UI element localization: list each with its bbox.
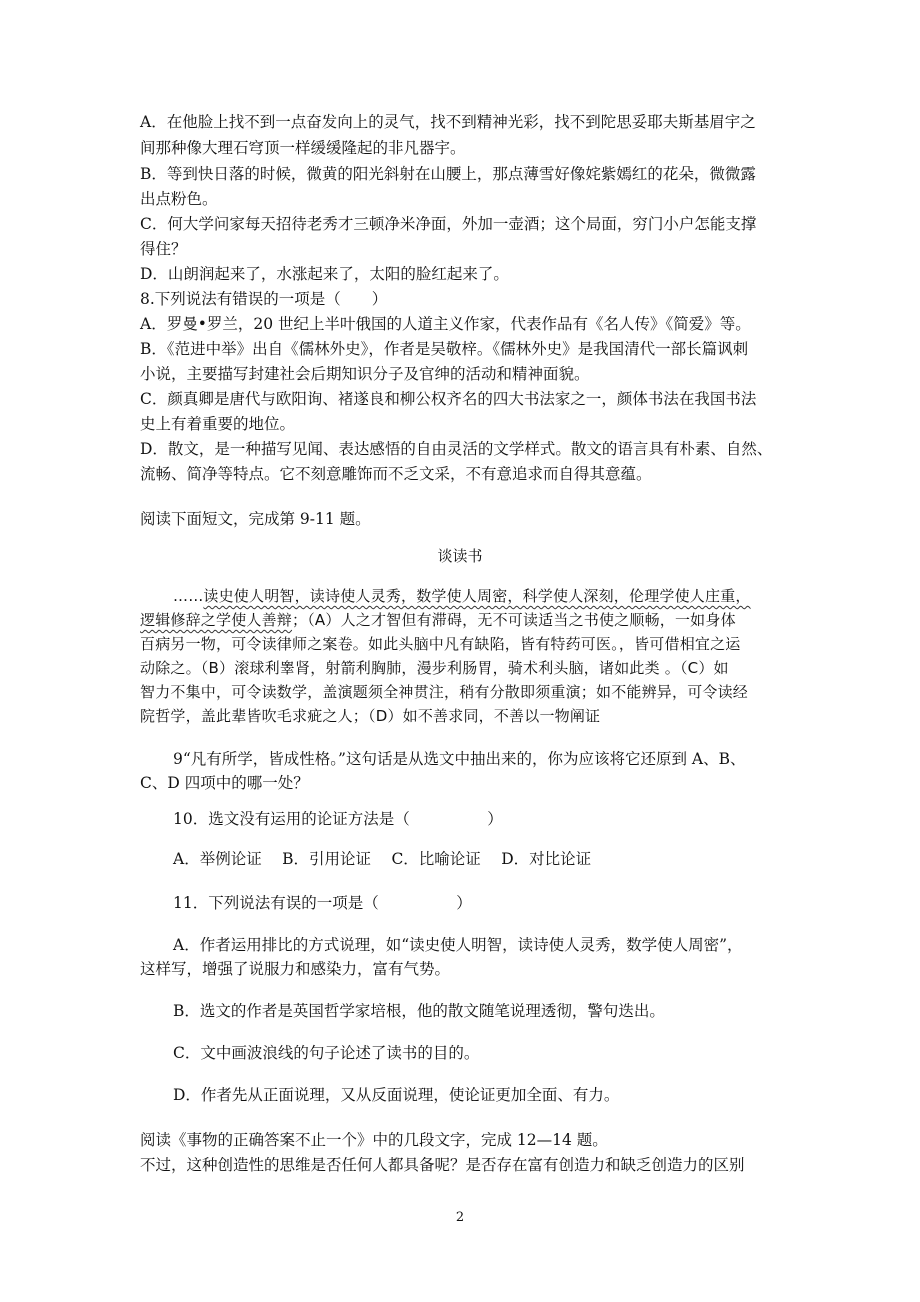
q8-option-c-line1: C．颜真卿是唐代与欧阳询、褚遂良和柳公权齐名的四大书法家之一，颜体书法在我国书法: [140, 390, 757, 408]
q7-option-c-line1: C．何大学问家每天招待老秀才三顿净米净面，外加一壶酒；这个局面，穷门小户怎能支撑: [140, 215, 757, 233]
reading1-intro: 阅读下面短文，完成第 9-11 题。: [140, 510, 371, 528]
passage-line-2: [140, 608, 790, 632]
page-number: 2: [455, 1210, 465, 1225]
q7-option-c-line2: 得住？: [140, 240, 187, 258]
q8-option-c-line2: 史上有着重要的地位。: [140, 415, 296, 433]
q8-stem: 8.下列说法有错误的一项是（ ）: [140, 290, 388, 308]
wavy-underlined-text-2: 逻辑修辞之学使人善辩: [140, 611, 293, 629]
q7-option-a-line2: 间那种像大理石穹顶一样缓缓隆起的非凡器宇。: [140, 139, 466, 157]
passage-line-3: 百病另一物，可令读律师之案卷。如此头脑中凡有缺陷，皆有特药可医。，皆可借相宜之运: [140, 635, 741, 653]
q8-option-d-line2: 流畅、简净等特点。它不刻意雕饰而不乏文采，不有意追求而自得其意蕴。: [140, 465, 652, 483]
passage-line-1: [173, 584, 793, 608]
q11-option-b: B．选文的作者是英国哲学家培根，他的散文随笔说理透彻，警句迭出。: [173, 1002, 665, 1020]
q7-option-d: D．山朗润起来了，水涨起来了，太阳的脸红起来了。: [140, 265, 509, 283]
passage-title: 谈读书: [437, 547, 483, 565]
q8-option-b-line2: 小说，主要描写封建社会后期知识分子及官绅的活动和精神面貌。: [140, 365, 590, 383]
q7-option-b-line1: B．等到快日落的时候，微黄的阳光斜射在山腰上，那点薄雪好像姹紫嫣红的花朵，微微露: [140, 165, 756, 183]
passage-ellipsis: ……: [173, 587, 204, 605]
q9-line1: 9“凡有所学，皆成性格。”这句话是从选文中抽出来的，你为应该将它还原到 A、B、: [173, 750, 746, 768]
q10-options: A．举例论证 B．引用论证 C．比喻论证 D．对比论证: [173, 850, 592, 868]
passage-line-2-rest: ；（A）人之才智但有滞碍，无不可读适当之书使之顺畅，一如身体: [292, 611, 736, 629]
q8-option-d-line1: D．散文，是一种描写见闻、表达感悟的自由灵活的文学样式。散文的语言具有朴素、自然、: [140, 440, 773, 458]
q11-stem: 11．下列说法有误的一项是（ ）: [173, 894, 472, 912]
q8-option-a: A．罗曼•罗兰，20 世纪上半叶俄国的人道主义作家，代表作品有《名人传》《简爱》等。: [140, 315, 751, 333]
wavy-underlined-text-1: 读史使人明智，读诗使人灵秀，数学使人周密，科学使人深刻，伦理学使人庄重，: [203, 587, 751, 605]
reading2-intro: 阅读《事物的正确答案不止一个》中的几段文字，完成 12—14 题。: [140, 1131, 608, 1149]
passage-line-4: 动除之。（B）滚球利睾肾，射箭利胸肺，漫步利肠胃，骑术利头脑，诸如此类 。（C）如: [140, 659, 729, 677]
reading2-line1: 不过，这种创造性的思维是否任何人都具备呢？是否存在富有创造力和缺乏创造力的区别: [140, 1156, 745, 1174]
q11-option-a-line2: 这样写，增强了说服力和感染力，富有气势。: [140, 960, 451, 978]
q7-option-b-line2: 出点粉色。: [140, 190, 218, 208]
q11-option-a-line1: A．作者运用排比的方式说理，如“读史使人明智，读诗使人灵秀，数学使人周密”，: [173, 936, 743, 954]
q9-line2: C、D 四项中的哪一处？: [140, 774, 309, 792]
q11-option-c: C．文中画波浪线的句子论述了读书的目的。: [173, 1044, 480, 1062]
passage-line-6: 院哲学，盖此辈皆吹毛求疵之人；（D）如不善求同，不善以一物阐证: [140, 707, 601, 725]
q10-stem: 10．选文没有运用的论证方法是（ ）: [173, 810, 503, 828]
q8-option-b-line1: B．《范进中举》出自《儒林外史》，作者是吴敬梓。《儒林外史》是我国清代一部长篇讽刺: [140, 340, 749, 358]
q11-option-d: D．作者先从正面说理，又从反面说理，使论证更加全面、有力。: [173, 1086, 620, 1104]
q7-option-a-line1: A．在他脸上找不到一点奋发向上的灵气，找不到精神光彩，找不到陀思妥耶夫斯基眉宇之: [140, 113, 756, 131]
passage-line-5: 智力不集中，可令读数学，盖演题须全神贯注，稍有分散即须重演；如不能辨异，可令读经: [140, 683, 749, 701]
